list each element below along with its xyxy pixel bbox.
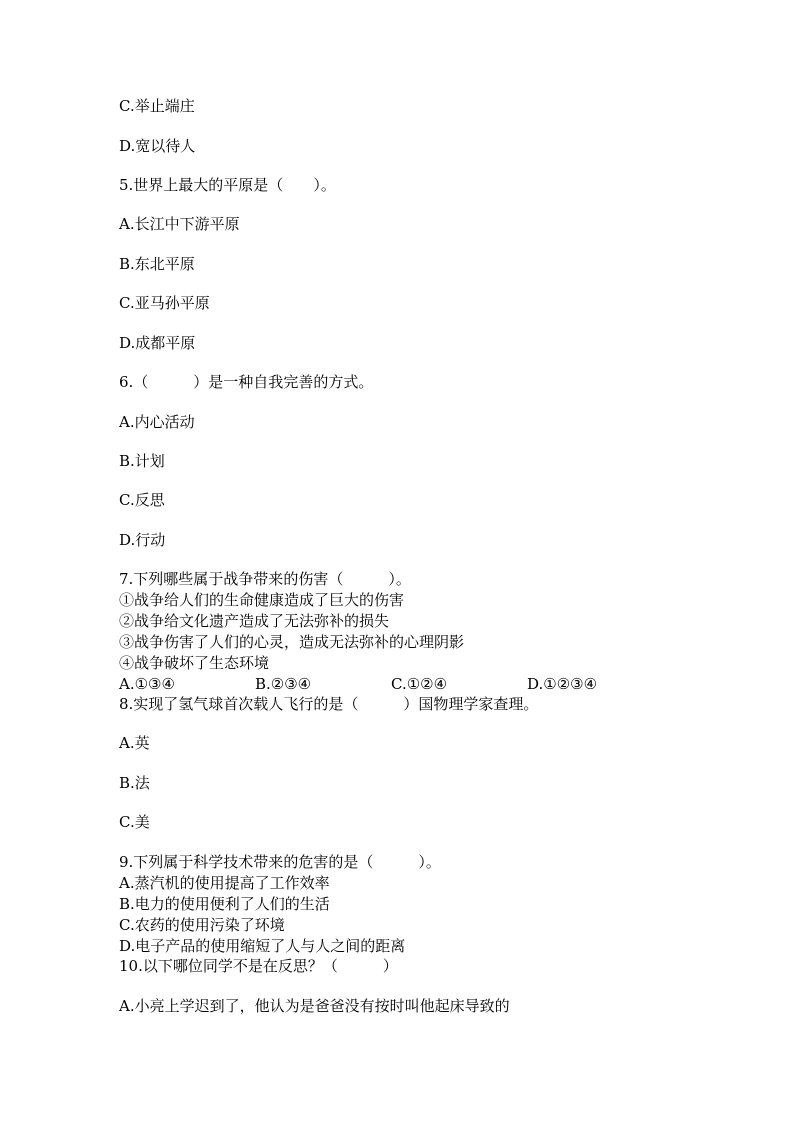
q8-question: 8.实现了氢气球首次载人飞行的是（ ）国物理学家查理。 bbox=[119, 695, 539, 713]
q9-option-d: D.电子产品的使用缩短了人与人之间的距离 bbox=[119, 937, 406, 955]
q8-option-c: C.美 bbox=[119, 813, 150, 831]
q10-question: 10.以下哪位同学不是在反思？（ ） bbox=[119, 957, 398, 975]
q9-option-b: B.电力的使用便利了人们的生活 bbox=[119, 895, 330, 913]
q10-option-a: A.小亮上学迟到了，他认为是爸爸没有按时叫他起床导致的 bbox=[119, 997, 510, 1015]
q4-option-c: C.举止端庄 bbox=[119, 97, 195, 115]
q6-option-d: D.行动 bbox=[119, 531, 166, 549]
q6-option-a: A.内心活动 bbox=[119, 413, 195, 431]
q7-option-c: C.①②④ bbox=[391, 675, 448, 693]
q9-option-c: C.农药的使用污染了环境 bbox=[119, 916, 285, 934]
q5-option-c: C.亚马孙平原 bbox=[119, 294, 210, 312]
q9-option-a: A.蒸汽机的使用提高了工作效率 bbox=[119, 874, 330, 892]
q5-option-a: A.长江中下游平原 bbox=[119, 215, 240, 233]
q4-option-d: D.宽以待人 bbox=[119, 137, 196, 155]
q8-option-a: A.英 bbox=[119, 734, 150, 752]
q6-question: 6.（ ）是一种自我完善的方式。 bbox=[119, 373, 374, 391]
q7-statement-4: ④战争破坏了生态环境 bbox=[119, 654, 270, 672]
q5-question: 5.世界上最大的平原是（ ）。 bbox=[119, 176, 336, 194]
q9-question: 9.下列属于科学技术带来的危害的是（ ）。 bbox=[119, 853, 441, 871]
q7-option-d: D.①②③④ bbox=[527, 675, 598, 693]
q7-statement-1: ①战争给人们的生命健康造成了巨大的伤害 bbox=[119, 591, 405, 609]
q5-option-d: D.成都平原 bbox=[119, 334, 196, 352]
q6-option-b: B.计划 bbox=[119, 452, 165, 470]
q6-option-c: C.反思 bbox=[119, 491, 165, 509]
q7-options-row bbox=[119, 674, 639, 694]
q8-option-b: B.法 bbox=[119, 774, 150, 792]
q7-question: 7.下列哪些属于战争带来的伤害（ ）。 bbox=[119, 570, 411, 588]
q7-statement-2: ②战争给文化遗产造成了无法弥补的损失 bbox=[119, 612, 390, 630]
q5-option-b: B.东北平原 bbox=[119, 255, 195, 273]
q7-option-b: B.②③④ bbox=[255, 675, 312, 693]
q7-statement-3: ③战争伤害了人们的心灵，造成无法弥补的心理阴影 bbox=[119, 633, 465, 651]
q7-option-a: A.①③④ bbox=[119, 675, 175, 693]
